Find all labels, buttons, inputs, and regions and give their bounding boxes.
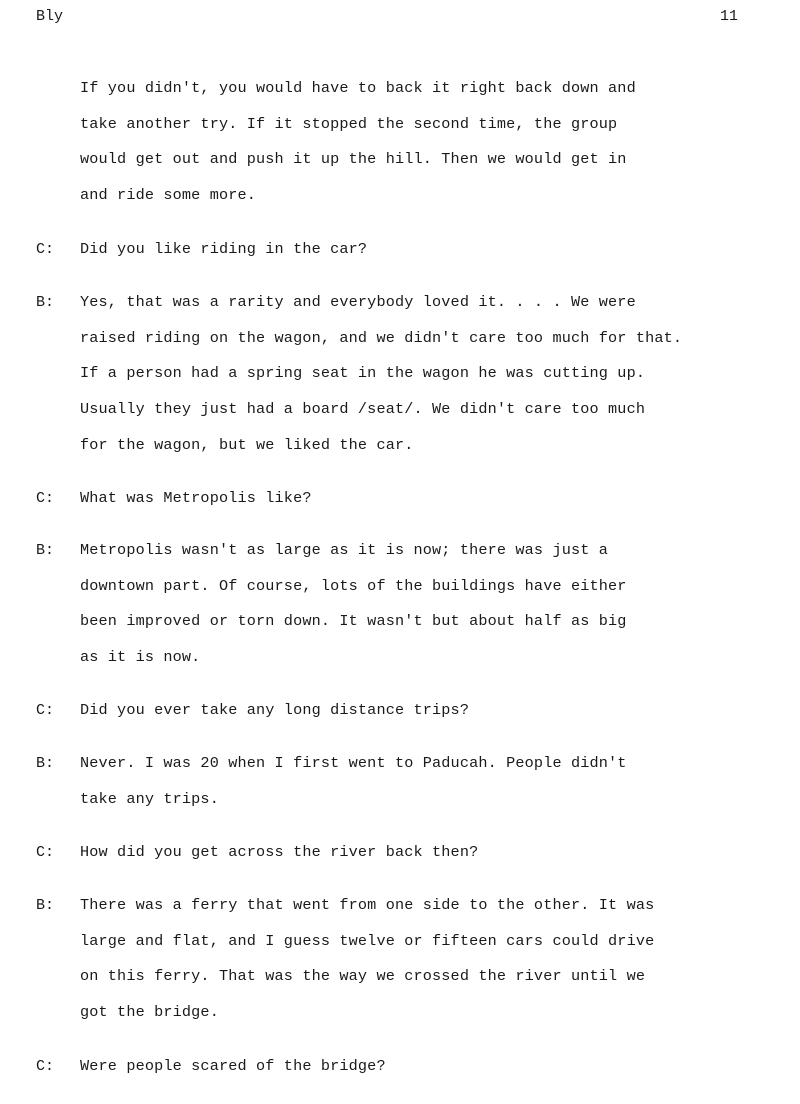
answer-text: Never. I was 20 when I first went to Paducah. People didn't take any trips. (80, 754, 627, 808)
question-text: What was Metropolis like? (80, 489, 312, 507)
question-text: How did you get across the river back then? (80, 843, 479, 861)
question-block (36, 835, 776, 871)
answer-text: There was a ferry that went from one side to the other. It was large and flat, and I guess twelve or fifteen cars could drive on this ferry. That was the way we crossed the river until we got the bridge. (80, 896, 655, 1022)
speaker-label: B: (36, 294, 55, 311)
answer-block (36, 285, 776, 464)
speaker-label: C: (36, 490, 55, 507)
answer-block (36, 533, 776, 676)
answer-text: Yes, that was a rarity and everybody loved it. . . . We were raised riding on the wagon, and we didn't care too much for that. If a person had a spring seat in the wagon he was cutting up. Usually they just had a board /seat/. We didn't care too much for the wagon, but we liked the car. (80, 293, 683, 454)
speaker-label: C: (36, 241, 55, 258)
continuation-paragraph (36, 71, 776, 214)
question-block (36, 1049, 776, 1085)
answer-block (36, 888, 776, 1031)
header-interviewee-name: Bly (36, 8, 64, 25)
answer-block (36, 746, 776, 817)
paragraph-text: If you didn't, you would have to back it right back down and take another try. If it stopped the second time, the group would get out and push it up the hill. Then we would get in and ride some more. (80, 79, 636, 205)
speaker-label: C: (36, 844, 55, 861)
page-number: 11 (720, 8, 739, 25)
question-block (36, 232, 776, 268)
answer-text: Metropolis wasn't as large as it is now; there was just a downtown part. Of course, lots of the buildings have either been improved or torn down. It wasn't but about half as big as it is now. (80, 541, 627, 667)
question-text: Did you like riding in the car? (80, 240, 368, 258)
question-block (36, 481, 776, 517)
question-text: Did you ever take any long distance trips? (80, 701, 470, 719)
speaker-label: B: (36, 897, 55, 914)
speaker-label: B: (36, 542, 55, 559)
speaker-label: C: (36, 1058, 55, 1075)
question-block (36, 693, 776, 729)
speaker-label: C: (36, 702, 55, 719)
question-text: Were people scared of the bridge? (80, 1057, 386, 1075)
speaker-label: B: (36, 755, 55, 772)
